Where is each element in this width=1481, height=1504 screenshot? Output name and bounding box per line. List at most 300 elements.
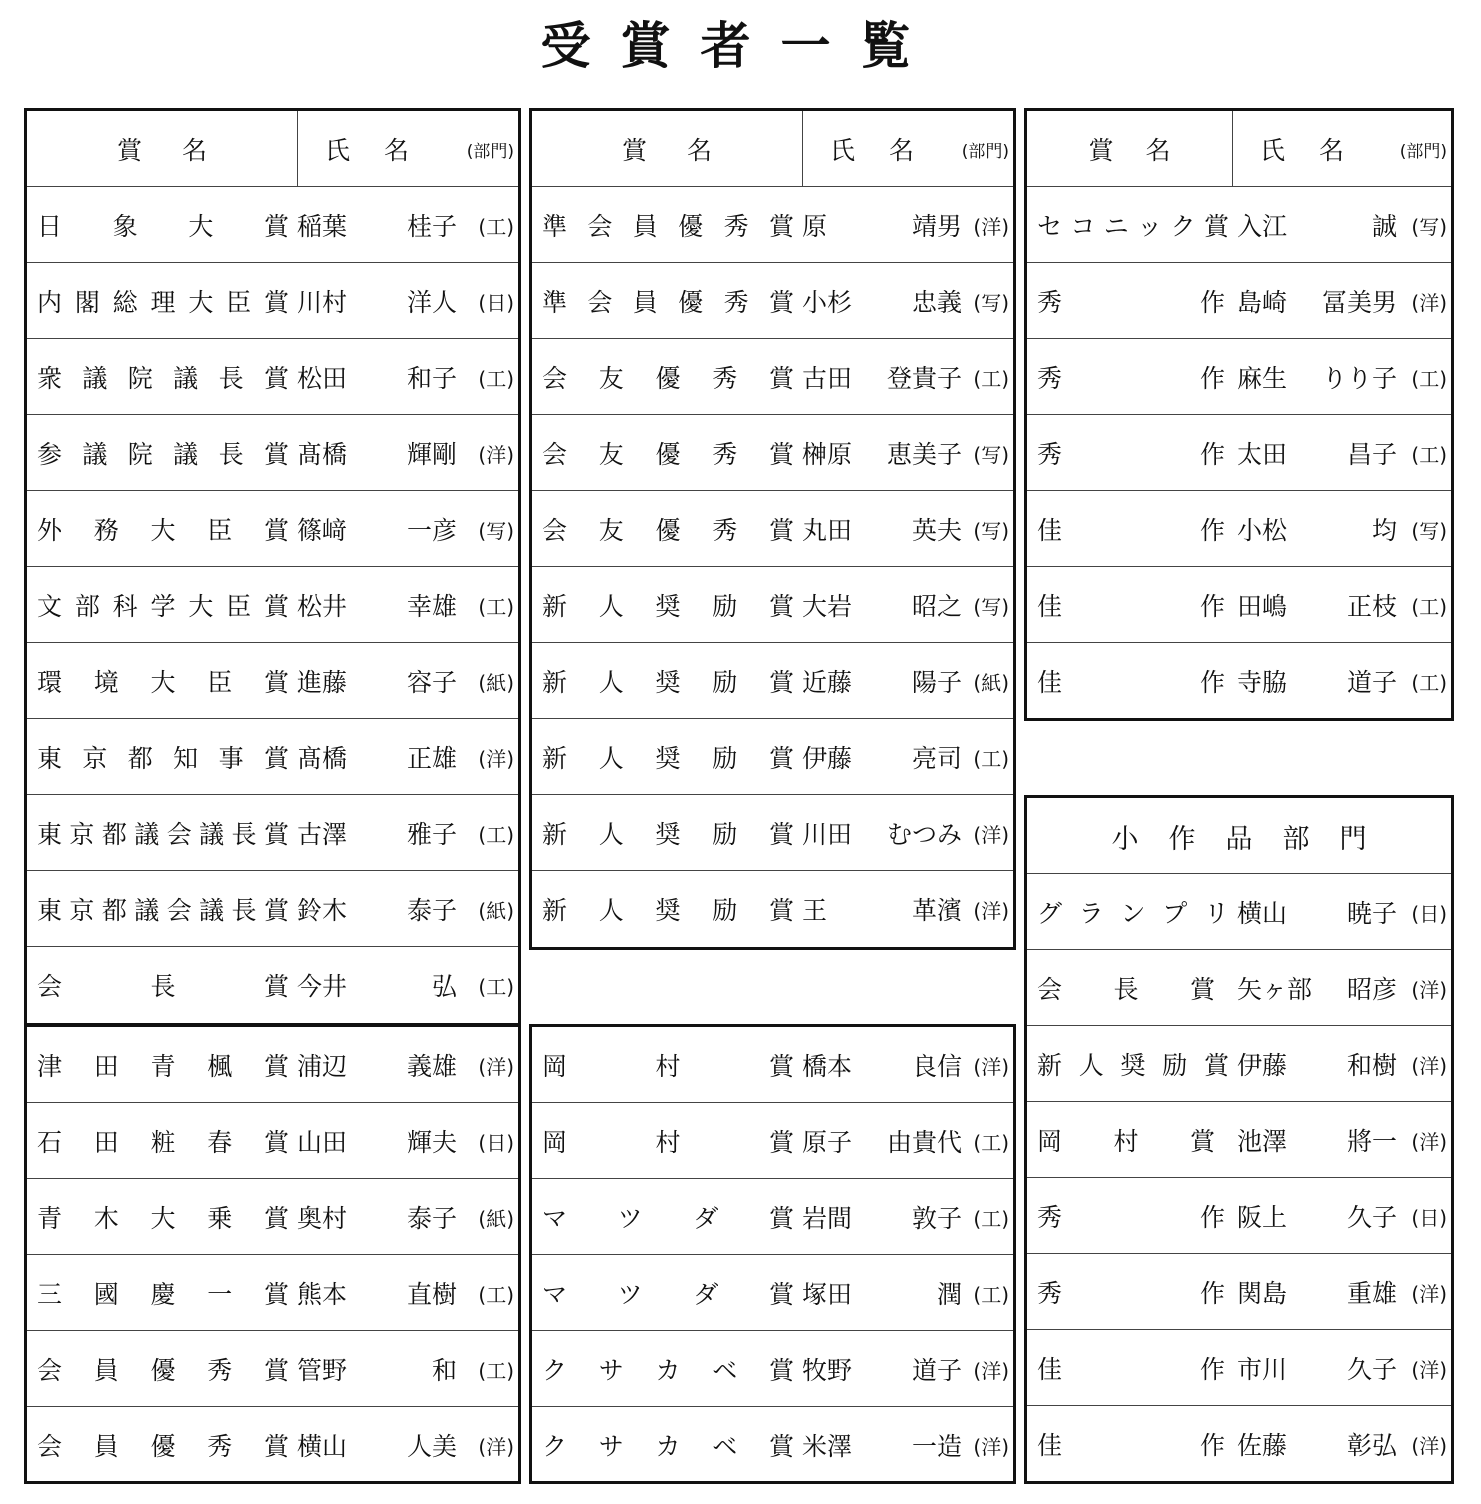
- table-row: [1027, 643, 1451, 719]
- given-name: 良信: [911, 1052, 962, 1081]
- surname: 熊本: [297, 1280, 348, 1309]
- given-name: 將一: [1346, 1127, 1397, 1156]
- surname: 王: [802, 896, 828, 925]
- award-name: 文 部 科 学 大 臣 賞: [37, 592, 289, 621]
- table-row: [27, 491, 518, 567]
- recipient-name: [802, 339, 962, 415]
- table-row: [532, 871, 1013, 947]
- division-label: (洋): [973, 1054, 1009, 1079]
- table-row: [532, 1255, 1013, 1331]
- table-row: [1027, 415, 1451, 491]
- recipient-name: [1237, 1406, 1397, 1482]
- award-name: 内 閣 総 理 大 臣 賞: [37, 288, 289, 317]
- surname: 浦辺: [297, 1052, 348, 1081]
- division-label: (紙): [973, 670, 1009, 695]
- surname: 塚田: [802, 1280, 853, 1309]
- surname: 伊藤: [1237, 1051, 1288, 1080]
- table-row: [1027, 187, 1451, 263]
- recipient-name: [802, 1027, 962, 1103]
- award-name: 佳 作: [1037, 516, 1225, 545]
- table-row: [1027, 1330, 1451, 1406]
- division-label: (写): [973, 594, 1009, 619]
- given-name: 重雄: [1346, 1279, 1397, 1308]
- table-row: [27, 1027, 518, 1103]
- award-name: 東 京 都 議 会 議 長 賞: [37, 820, 289, 849]
- division-label: (写): [1411, 518, 1447, 543]
- given-name: 容子: [406, 668, 457, 697]
- given-name: 道子: [911, 1356, 962, 1385]
- surname: 原: [802, 212, 828, 241]
- recipient-name: [802, 795, 962, 871]
- table-row: [1027, 339, 1451, 415]
- division-label: (洋): [478, 1434, 514, 1459]
- surname: 池澤: [1237, 1127, 1288, 1156]
- recipient-name: [1237, 1026, 1397, 1102]
- division-label: (洋): [1411, 1357, 1447, 1382]
- given-name: 泰子: [406, 896, 457, 925]
- table-row: [532, 339, 1013, 415]
- header-name: 氏名: [325, 136, 444, 165]
- table-row: [1027, 1026, 1451, 1102]
- surname: 奥村: [297, 1204, 348, 1233]
- division-label: (洋): [1411, 1281, 1447, 1306]
- table-row: [27, 567, 518, 643]
- recipient-name: [297, 187, 457, 263]
- header-divider: [802, 111, 803, 187]
- recipient-name: [1237, 567, 1397, 643]
- recipient-name: [802, 1103, 962, 1179]
- surname: 島崎: [1237, 288, 1288, 317]
- recipient-name: [297, 339, 457, 415]
- given-name: 輝剛: [406, 440, 457, 469]
- given-name: 靖男: [911, 212, 962, 241]
- recipient-name: [1237, 491, 1397, 567]
- table-row: [532, 1179, 1013, 1255]
- surname: 牧野: [802, 1356, 853, 1385]
- division-label: (写): [973, 290, 1009, 315]
- recipient-name: [297, 1407, 457, 1483]
- division-label: (洋): [478, 746, 514, 771]
- award-name: 佳 作: [1037, 592, 1225, 621]
- division-label: (洋): [478, 1054, 514, 1079]
- division-label: (洋): [973, 1358, 1009, 1383]
- given-name: 和樹: [1346, 1051, 1397, 1080]
- award-name: 衆 議 院 議 長 賞: [37, 364, 289, 393]
- surname: 近藤: [802, 668, 853, 697]
- given-name: 彰弘: [1346, 1431, 1397, 1460]
- table-row: [532, 1103, 1013, 1179]
- col2-top-table: [529, 108, 1016, 950]
- table-row: [1027, 491, 1451, 567]
- surname: 岩間: [802, 1204, 853, 1233]
- table-row: [27, 263, 518, 339]
- given-name: 陽子: [911, 668, 962, 697]
- table-row: [1027, 950, 1451, 1026]
- recipient-name: [1237, 187, 1397, 263]
- division-label: (工): [478, 1282, 514, 1307]
- recipient-name: [1237, 415, 1397, 491]
- given-name: 正枝: [1346, 592, 1397, 621]
- division-label: (洋): [478, 442, 514, 467]
- recipient-name: [1237, 1330, 1397, 1406]
- surname: 篠﨑: [297, 516, 348, 545]
- surname: 麻生: [1237, 364, 1288, 393]
- division-label: (工): [478, 974, 514, 999]
- surname: 丸田: [802, 516, 853, 545]
- section-title-row: [1027, 798, 1451, 874]
- given-name: 和: [431, 1356, 457, 1385]
- table-row: [532, 263, 1013, 339]
- surname: 米澤: [802, 1432, 853, 1461]
- award-name: 外 務 大 臣 賞: [37, 516, 289, 545]
- award-name: マ ツ ダ 賞: [542, 1204, 794, 1233]
- recipient-name: [1237, 1254, 1397, 1330]
- given-name: 弘: [431, 972, 457, 1001]
- surname: 古澤: [297, 820, 348, 849]
- recipient-name: [802, 1407, 962, 1483]
- division-label: (日): [478, 1130, 514, 1155]
- surname: 横山: [297, 1432, 348, 1461]
- award-name: 秀 作: [1037, 1279, 1225, 1308]
- table-row: [1027, 874, 1451, 950]
- table-row: [27, 1331, 518, 1407]
- col1-bottom-table: [24, 1024, 521, 1484]
- division-label: (工): [1411, 366, 1447, 391]
- division-label: (写): [478, 518, 514, 543]
- recipient-name: [297, 1027, 457, 1103]
- surname: 矢ヶ部: [1237, 975, 1313, 1004]
- given-name: 忠義: [911, 288, 962, 317]
- header-row: [1027, 111, 1451, 187]
- award-name: 会 長 賞: [1037, 975, 1215, 1004]
- table-row: [27, 187, 518, 263]
- surname: 榊原: [802, 440, 853, 469]
- given-name: 由貴代: [886, 1128, 962, 1157]
- award-name: 会 長 賞: [37, 972, 289, 1001]
- table-row: [27, 1103, 518, 1179]
- recipient-name: [297, 795, 457, 871]
- surname: 橋本: [802, 1052, 853, 1081]
- award-name: 新 人 奨 励 賞: [542, 744, 794, 773]
- table-row: [27, 643, 518, 719]
- recipient-name: [802, 1331, 962, 1407]
- given-name: 革濱: [911, 896, 962, 925]
- division-label: (工): [973, 1130, 1009, 1155]
- header-row: [532, 111, 1013, 187]
- recipient-name: [802, 491, 962, 567]
- recipient-name: [802, 871, 962, 947]
- given-name: 幸雄: [406, 592, 457, 621]
- recipient-name: [297, 643, 457, 719]
- award-name: 新 人 奨 励 賞: [542, 668, 794, 697]
- recipient-name: [1237, 339, 1397, 415]
- recipient-name: [802, 1255, 962, 1331]
- recipient-name: [297, 567, 457, 643]
- surname: 髙橋: [297, 440, 348, 469]
- division-label: (紙): [478, 670, 514, 695]
- header-divider: [1232, 111, 1233, 187]
- surname: 太田: [1237, 440, 1288, 469]
- award-name: 東 京 都 知 事 賞: [37, 744, 289, 773]
- award-name: 秀 作: [1037, 1203, 1225, 1232]
- award-name: 新 人 奨 励 賞: [1037, 1051, 1229, 1080]
- award-name: マ ツ ダ 賞: [542, 1280, 794, 1309]
- header-division: (部門): [1399, 141, 1447, 162]
- given-name: 昭之: [911, 592, 962, 621]
- given-name: 義雄: [406, 1052, 457, 1081]
- col3-top-table: [1024, 108, 1454, 721]
- recipient-name: [802, 719, 962, 795]
- division-label: (洋): [1411, 977, 1447, 1002]
- award-name: 準 会 員 優 秀 賞: [542, 288, 794, 317]
- page-title: 受賞者一覧: [540, 17, 941, 75]
- given-name: 久子: [1346, 1203, 1397, 1232]
- table-row: [27, 1255, 518, 1331]
- table-row: [532, 1331, 1013, 1407]
- recipient-name: [1237, 874, 1397, 950]
- given-name: むつみ: [886, 820, 962, 849]
- surname: 寺脇: [1237, 668, 1288, 697]
- recipient-name: [297, 263, 457, 339]
- table-row: [532, 567, 1013, 643]
- division-label: (紙): [478, 1206, 514, 1231]
- division-label: (洋): [973, 214, 1009, 239]
- award-name: 会 友 優 秀 賞: [542, 516, 794, 545]
- division-label: (工): [973, 366, 1009, 391]
- award-name: ク サ カ ベ 賞: [542, 1356, 794, 1385]
- given-name: 一彦: [406, 516, 457, 545]
- given-name: 和子: [406, 364, 457, 393]
- award-name: 三 國 慶 一 賞: [37, 1280, 289, 1309]
- given-name: 桂子: [406, 212, 457, 241]
- division-label: (工): [478, 822, 514, 847]
- division-label: (洋): [973, 1434, 1009, 1459]
- surname: 原子: [802, 1128, 853, 1157]
- surname: 佐藤: [1237, 1431, 1288, 1460]
- division-label: (洋): [973, 898, 1009, 923]
- award-name: 新 人 奨 励 賞: [542, 896, 794, 925]
- recipient-name: [1237, 1102, 1397, 1178]
- table-row: [1027, 1406, 1451, 1482]
- given-name: 恵美子: [886, 440, 962, 469]
- table-row: [27, 415, 518, 491]
- header-divider: [297, 111, 298, 187]
- award-name: 岡 村 賞: [542, 1052, 794, 1081]
- award-name: セ コ ニ ッ ク 賞: [1037, 212, 1229, 241]
- given-name: 英夫: [911, 516, 962, 545]
- header-division: (部門): [961, 141, 1009, 162]
- given-name: 正雄: [406, 744, 457, 773]
- recipient-name: [297, 415, 457, 491]
- surname: 市川: [1237, 1355, 1288, 1384]
- division-label: (工): [478, 1358, 514, 1383]
- division-label: (洋): [1411, 1053, 1447, 1078]
- given-name: 道子: [1346, 668, 1397, 697]
- table-row: [532, 491, 1013, 567]
- table-row: [532, 1027, 1013, 1103]
- division-label: (工): [478, 594, 514, 619]
- surname: 小杉: [802, 288, 853, 317]
- division-label: (紙): [478, 898, 514, 923]
- division-label: (工): [973, 1282, 1009, 1307]
- division-label: (写): [1411, 214, 1447, 239]
- table-row: [1027, 567, 1451, 643]
- given-name: 輝夫: [406, 1128, 457, 1157]
- award-name: 佳 作: [1037, 668, 1225, 697]
- award-name: 秀 作: [1037, 364, 1225, 393]
- division-label: (日): [478, 290, 514, 315]
- division-label: (日): [1411, 901, 1447, 926]
- surname: 古田: [802, 364, 853, 393]
- division-label: (洋): [1411, 1129, 1447, 1154]
- surname: 松井: [297, 592, 348, 621]
- surname: 大岩: [802, 592, 853, 621]
- recipient-name: [1237, 643, 1397, 719]
- col2-bottom-table: [529, 1024, 1016, 1484]
- recipient-name: [802, 263, 962, 339]
- given-name: 潤: [936, 1280, 962, 1309]
- given-name: 一造: [911, 1432, 962, 1461]
- division-label: (洋): [973, 822, 1009, 847]
- division-label: (洋): [1411, 1433, 1447, 1458]
- division-label: (工): [478, 366, 514, 391]
- header-award: 賞名: [1088, 136, 1203, 165]
- award-name: 環 境 大 臣 賞: [37, 668, 289, 697]
- header-division: (部門): [466, 141, 514, 162]
- table-row: [1027, 1102, 1451, 1178]
- header-award: 賞名: [621, 136, 752, 165]
- table-row: [532, 719, 1013, 795]
- section-title: 小作品部門: [1111, 823, 1397, 855]
- award-name: 佳 作: [1037, 1431, 1225, 1460]
- table-row: [27, 795, 518, 871]
- award-name: 秀 作: [1037, 440, 1225, 469]
- table-row: [532, 795, 1013, 871]
- division-label: (工): [478, 214, 514, 239]
- given-name: 昌子: [1346, 440, 1397, 469]
- division-label: (工): [1411, 442, 1447, 467]
- division-label: (工): [973, 746, 1009, 771]
- surname: 川村: [297, 288, 348, 317]
- recipient-name: [297, 1179, 457, 1255]
- division-label: (洋): [1411, 290, 1447, 315]
- table-row: [532, 1407, 1013, 1483]
- award-name: 石 田 粧 春 賞: [37, 1128, 289, 1157]
- surname: 伊藤: [802, 744, 853, 773]
- recipient-name: [297, 719, 457, 795]
- col3-bottom-table: [1024, 795, 1454, 1484]
- header-name: 氏名: [830, 136, 949, 165]
- recipient-name: [297, 1255, 457, 1331]
- given-name: 敦子: [911, 1204, 962, 1233]
- given-name: 均: [1371, 516, 1397, 545]
- award-name: 秀 作: [1037, 288, 1225, 317]
- surname: 今井: [297, 972, 348, 1001]
- given-name: 暁子: [1346, 899, 1397, 928]
- surname: 髙橋: [297, 744, 348, 773]
- division-label: (工): [973, 1206, 1009, 1231]
- given-name: 人美: [406, 1432, 457, 1461]
- given-name: りり子: [1321, 364, 1397, 393]
- given-name: 洋人: [406, 288, 457, 317]
- award-name: 青 木 大 乗 賞: [37, 1204, 289, 1233]
- recipient-name: [297, 1103, 457, 1179]
- table-row: [27, 1407, 518, 1483]
- award-name: 会 友 優 秀 賞: [542, 364, 794, 393]
- given-name: 冨美男: [1321, 288, 1397, 317]
- table-row: [27, 339, 518, 415]
- recipient-name: [802, 1179, 962, 1255]
- award-name: ク サ カ ベ 賞: [542, 1432, 794, 1461]
- surname: 山田: [297, 1128, 348, 1157]
- surname: 横山: [1237, 899, 1288, 928]
- division-label: (工): [1411, 670, 1447, 695]
- surname: 川田: [802, 820, 853, 849]
- surname: 入江: [1237, 212, 1288, 241]
- award-name: 準 会 員 優 秀 賞: [542, 212, 794, 241]
- surname: 田嶋: [1237, 592, 1288, 621]
- recipient-name: [297, 491, 457, 567]
- table-row: [27, 1179, 518, 1255]
- recipient-name: [802, 415, 962, 491]
- recipient-name: [1237, 263, 1397, 339]
- table-row: [1027, 263, 1451, 339]
- table-row: [532, 187, 1013, 263]
- recipient-name: [297, 1331, 457, 1407]
- award-name: 佳 作: [1037, 1355, 1225, 1384]
- table-row: [27, 947, 518, 1023]
- award-name: 東 京 都 議 会 議 長 賞: [37, 896, 289, 925]
- given-name: 直樹: [406, 1280, 457, 1309]
- division-label: (写): [973, 442, 1009, 467]
- table-row: [1027, 1178, 1451, 1254]
- recipient-name: [802, 187, 962, 263]
- header-award: 賞名: [116, 136, 247, 165]
- table-row: [27, 871, 518, 947]
- division-label: (工): [1411, 594, 1447, 619]
- award-name: 会 員 優 秀 賞: [37, 1356, 289, 1385]
- recipient-name: [297, 871, 457, 947]
- surname: 関島: [1237, 1279, 1288, 1308]
- award-name: 会 員 優 秀 賞: [37, 1432, 289, 1461]
- recipient-name: [1237, 950, 1397, 1026]
- division-label: (日): [1411, 1205, 1447, 1230]
- recipient-name: [802, 567, 962, 643]
- surname: 鈴木: [297, 896, 348, 925]
- given-name: 雅子: [406, 820, 457, 849]
- col1-top-table: [24, 108, 521, 1026]
- award-name: 岡 村 賞: [1037, 1127, 1215, 1156]
- recipient-name: [1237, 1178, 1397, 1254]
- award-name: 新 人 奨 励 賞: [542, 820, 794, 849]
- given-name: 亮司: [911, 744, 962, 773]
- award-name: 津 田 青 楓 賞: [37, 1052, 289, 1081]
- surname: 小松: [1237, 516, 1288, 545]
- given-name: 登貴子: [886, 364, 962, 393]
- recipient-name: [297, 947, 457, 1023]
- surname: 稲葉: [297, 212, 348, 241]
- surname: 管野: [297, 1356, 348, 1385]
- surname: 阪上: [1237, 1203, 1288, 1232]
- given-name: 久子: [1346, 1355, 1397, 1384]
- surname: 松田: [297, 364, 348, 393]
- header-name: 氏名: [1260, 136, 1379, 165]
- given-name: 泰子: [406, 1204, 457, 1233]
- given-name: 誠: [1371, 212, 1397, 241]
- award-name: 岡 村 賞: [542, 1128, 794, 1157]
- surname: 進藤: [297, 668, 348, 697]
- award-name: 参 議 院 議 長 賞: [37, 440, 289, 469]
